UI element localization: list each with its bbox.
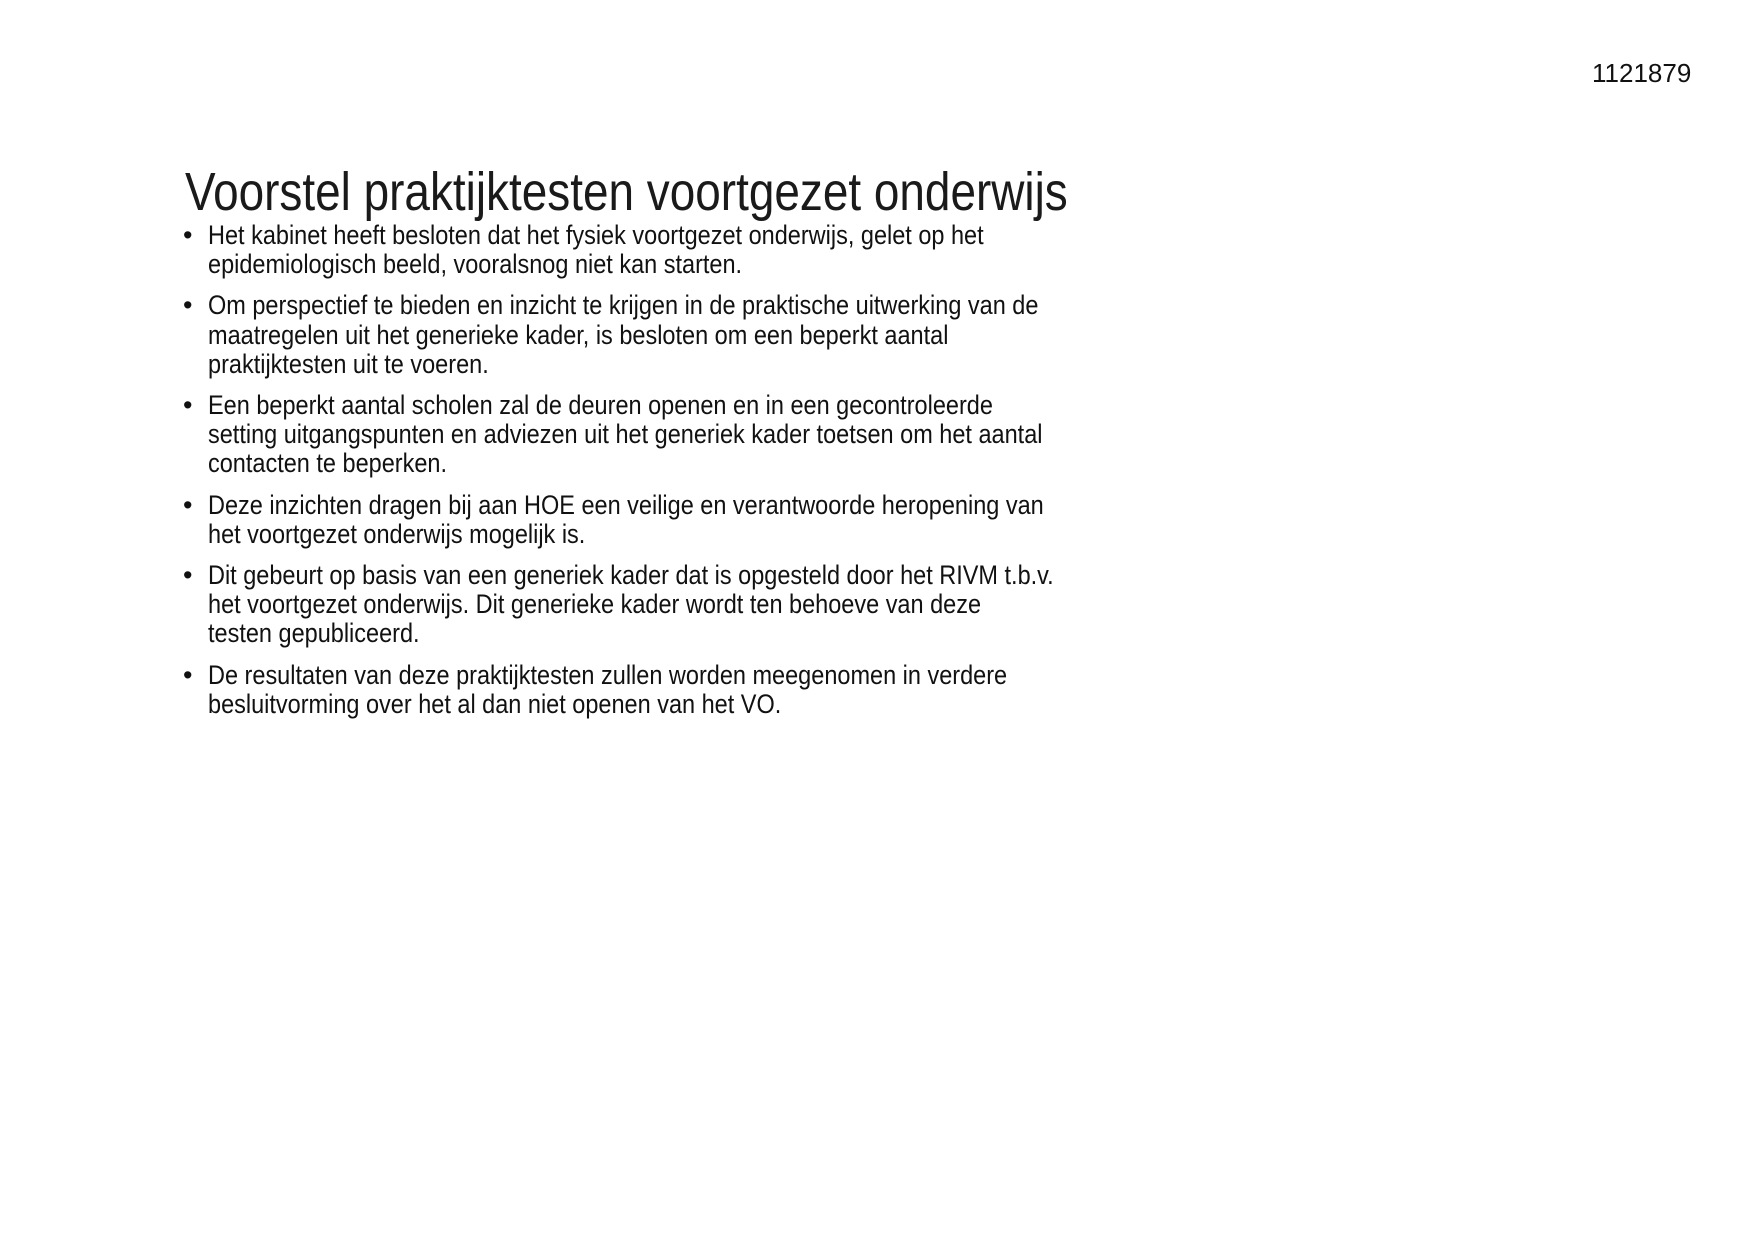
bullet-text-line: Om perspectief te bieden en inzicht te krijgen in de praktische uitwerking van de [208,290,1039,321]
bullet-text-line: Deze inzichten dragen bij aan HOE een veilige en verantwoorde heropening van [208,489,1044,520]
bullet-dot-icon: • [183,290,193,321]
bullet-text-line: Een beperkt aantal scholen zal de deuren openen en in een gecontroleerde [208,390,993,421]
bullet-item [185,221,1180,279]
bullet-item [185,561,1180,649]
bullet-text-line: het voortgezet onderwijs mogelijk is. [208,518,586,549]
bullet-text-line: besluitvorming over het al dan niet openen van het VO. [208,688,782,719]
slide-title: Voorstel praktijktesten voortgezet onderwijs [185,162,1068,222]
bullet-text-line: het voortgezet onderwijs. Dit generieke kader wordt ten behoeve van deze [208,589,982,620]
document-number: 1121879 [1592,58,1692,88]
bullet-dot-icon: • [183,390,193,421]
bullet-text-line: praktijktesten uit te voeren. [208,348,489,379]
bullet-item [185,291,1180,379]
bullet-text-line: testen gepubliceerd. [208,618,420,649]
bullet-text-line: setting uitgangspunten en adviezen uit het generiek kader toetsen om het aantal [208,419,1043,450]
bullet-dot-icon: • [183,220,193,250]
bullet-text-line: maatregelen uit het generieke kader, is besloten om een beperkt aantal [208,319,949,350]
bullet-text-line: Het kabinet heeft besloten dat het fysiek voortgezet onderwijs, gelet op het [208,220,984,250]
bullet-dot-icon: • [183,560,193,591]
bullet-dot-icon: • [183,489,193,520]
bullet-list [185,221,1180,731]
bullet-text-line: epidemiologisch beeld, vooralsnog niet kan starten. [208,249,743,280]
bullet-text-line: contacten te beperken. [208,448,447,479]
bullet-item [185,661,1180,719]
bullet-text-line: Dit gebeurt op basis van een generiek kader dat is opgesteld door het RIVM t.b.v. [208,560,1054,591]
bullet-item [185,491,1180,549]
bullet-item [185,391,1180,479]
bullet-dot-icon: • [183,659,193,690]
bullet-text-line: De resultaten van deze praktijktesten zullen worden meegenomen in verdere [208,659,1008,690]
